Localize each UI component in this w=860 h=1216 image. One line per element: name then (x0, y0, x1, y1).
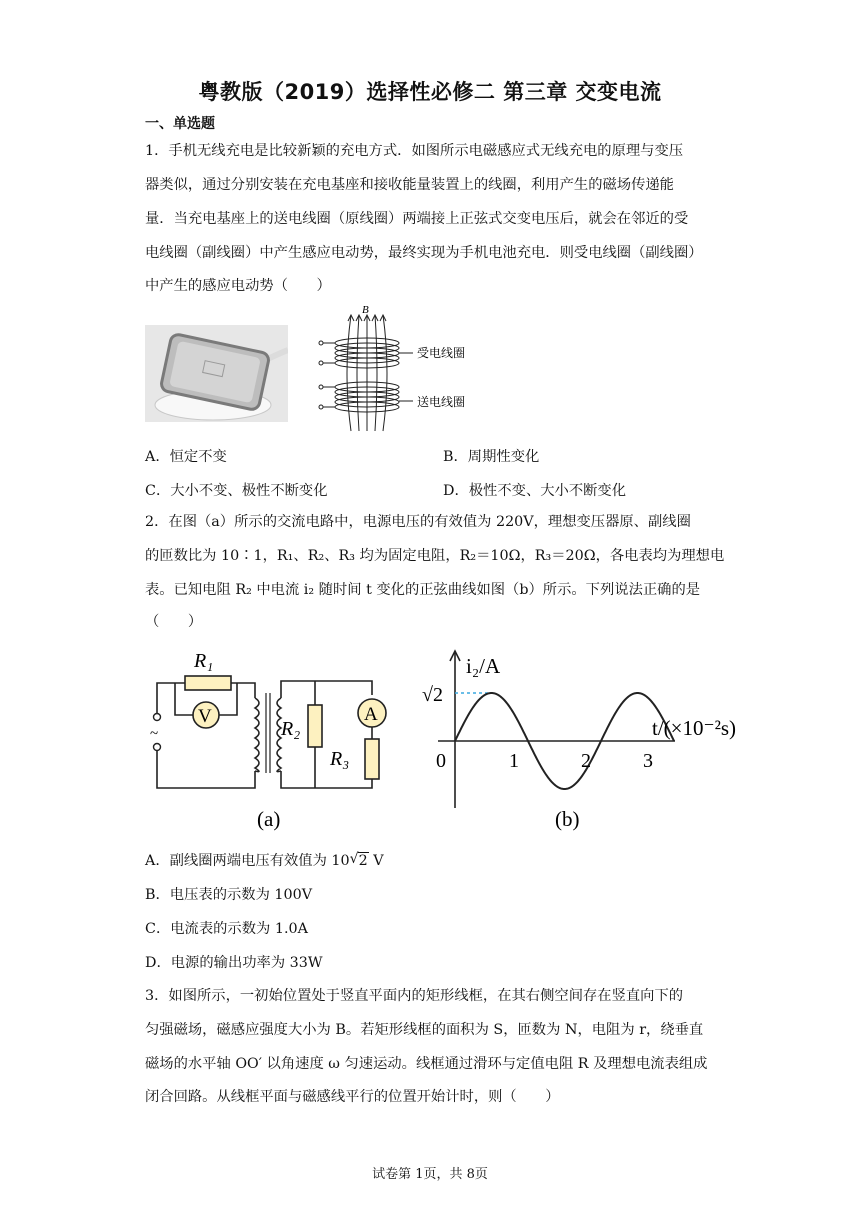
coil-diagram (315, 303, 495, 435)
q2-line-3: 表。已知电阻 R₂ 中电流 i₂ 随时间 t 变化的正弦曲线如图（b）所示。下列说法正确的是 (145, 582, 701, 598)
current-graph (410, 643, 750, 838)
q1-line-1: 1．手机无线充电是比较新颖的充电方式．如图所示电磁感应式无线充电的原理与变压 (145, 143, 684, 159)
peak-label: √2 (422, 684, 443, 706)
field-b-label: B (362, 304, 369, 316)
q1-line-2: 器类似，通过分别安装在充电基座和接收能量装置上的线圈，利用产生的磁场传递能 (145, 177, 674, 193)
figure-b-caption: (b) (555, 807, 580, 831)
circuit-diagram (145, 643, 395, 838)
q2-option-a-unit: V (368, 853, 384, 869)
section-heading: 一、单选题 (145, 116, 215, 132)
q1-option-c[interactable]: C．大小不变、极性不断变化 (145, 483, 328, 499)
q1-line-3: 量．当充电基座上的送电线圈（原线圈）两端接上正弦式交变电压后，就会在邻近的受 (145, 211, 689, 227)
ammeter-label: A (364, 704, 378, 725)
send-coil-label: 送电线圈 (417, 395, 466, 409)
receive-coil-label: 受电线圈 (417, 346, 466, 360)
q1-line-5: 中产生的感应电动势（ ） (145, 278, 331, 294)
q3-line-3: 磁场的水平轴 OO′ 以角速度 ω 匀速运动。线框通过滑环与定值电阻 R 及理想电流表组成 (145, 1056, 708, 1072)
q2-line-4: （ ） (145, 614, 203, 630)
charger-photo (145, 325, 288, 422)
q1-option-b[interactable]: B．周期性变化 (443, 449, 540, 465)
q1-option-a[interactable]: A．恒定不变 (145, 449, 227, 465)
y-axis-label: i₂/A (466, 654, 501, 678)
origin-label: 0 (436, 750, 446, 772)
label-r2: R₂ (281, 718, 301, 740)
page-footer: 试卷第 1页，共 8页 (372, 1167, 488, 1182)
q2-option-a[interactable] (145, 850, 384, 870)
q2-option-d[interactable]: D．电源的输出功率为 33W (145, 955, 323, 971)
q1-option-d[interactable]: D．极性不变、大小不断变化 (443, 483, 627, 499)
sqrt-radicand: 2 (358, 853, 368, 869)
x-tick-3: 3 (643, 750, 653, 772)
sqrt-expression: √ 2 (349, 851, 368, 869)
q3-line-2: 匀强磁场，磁感应强度大小为 B。若矩形线框的面积为 S，匝数为 N，电阻为 r，绕垂直 (145, 1022, 704, 1038)
figure-a-caption: (a) (257, 807, 281, 831)
q1-line-4: 电线圈（副线圈）中产生感应电动势，最终实现为手机电池充电．则受电线圈（副线圈） (145, 245, 703, 261)
voltmeter-label: V (198, 706, 212, 727)
label-r3: R₃ (330, 748, 350, 770)
ac-source-symbol: ~ (150, 726, 159, 742)
q2-line-1: 2．在图（a）所示的交流电路中，电源电压的有效值为 220V，理想变压器原、副线圈 (145, 514, 691, 530)
x-tick-2: 2 (581, 750, 591, 772)
q2-option-a-text: A．副线圈两端电压有效值为 10 (145, 853, 350, 869)
q2-line-2: 的匝数比为 10∶1，R₁、R₂、R₃ 均为固定电阻，R₂＝10Ω，R₃＝20Ω，各电表均为理想电 (145, 548, 725, 564)
q2-option-b[interactable]: B．电压表的示数为 100V (145, 887, 313, 903)
x-axis-label: t/(×10⁻²s) (652, 716, 737, 740)
label-r1: R₁ (194, 650, 214, 672)
q2-option-c[interactable]: C．电流表的示数为 1.0A (145, 921, 308, 937)
x-tick-1: 1 (509, 750, 519, 772)
page-title: 粤教版（2019）选择性必修二 第三章 交变电流 (198, 80, 662, 104)
q3-line-4: 闭合回路。从线框平面与磁感线平行的位置开始计时，则（ ） (145, 1089, 560, 1105)
q3-line-1: 3．如图所示，一初始位置处于竖直平面内的矩形线框，在其右侧空间存在竖直向下的 (145, 988, 684, 1004)
